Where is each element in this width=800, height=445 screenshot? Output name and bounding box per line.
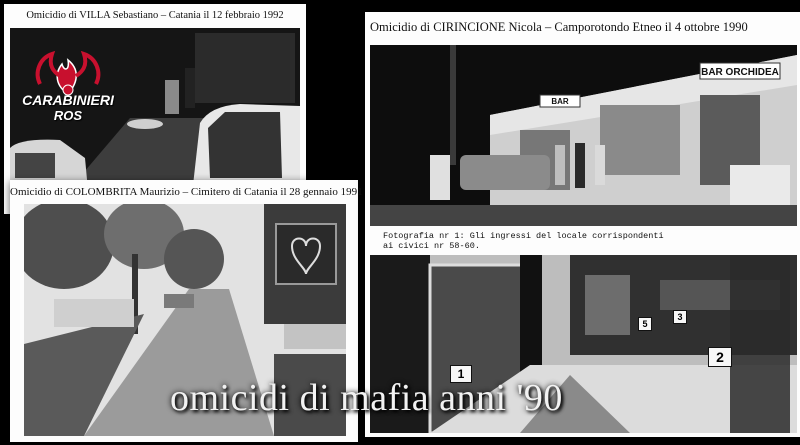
flame-emblem-icon [18, 46, 118, 96]
logo-text-ros: ROS [53, 108, 83, 123]
photo-caption-fotografia [383, 231, 783, 251]
sign-bar-small: BAR [551, 97, 569, 106]
evidence-marker-3: 3 [673, 310, 687, 324]
sign-bar-orchidea: BAR ORCHIDEA [701, 67, 779, 78]
evidence-marker-5: 5 [638, 317, 652, 331]
caption-villa: Omicidio di VILLA Sebastiano – Catania il 12 febbraio 1992 [26, 10, 284, 21]
logo-text-carabinieri: CARABINIERI [22, 92, 114, 108]
photo-card-cirincione [365, 12, 800, 437]
photo-cir-top-illustration [370, 45, 797, 226]
evidence-marker-2: 2 [708, 347, 732, 367]
carabinieri-ros-logo [18, 46, 118, 136]
overlay-title: omicidi di mafia anni '90 [170, 377, 563, 419]
caption-cirincione: Omicidio di CIRINCIONE Nicola – Camporotondo Etneo il 4 ottobre 1990 [370, 20, 748, 34]
photo-caption-line-2: ai civici nr 58-60. [383, 241, 480, 251]
photo-caption-line-1: Fotografia nr 1: Gli ingressi del locale corrispondenti [383, 231, 664, 241]
evidence-marker-1: 1 [450, 365, 472, 383]
caption-colombrita: Omicidio di COLOMBRITA Maurizio – Cimitero di Catania il 28 gennaio 1991 [10, 186, 363, 198]
photo-cirincione-bar-exterior [370, 45, 797, 226]
